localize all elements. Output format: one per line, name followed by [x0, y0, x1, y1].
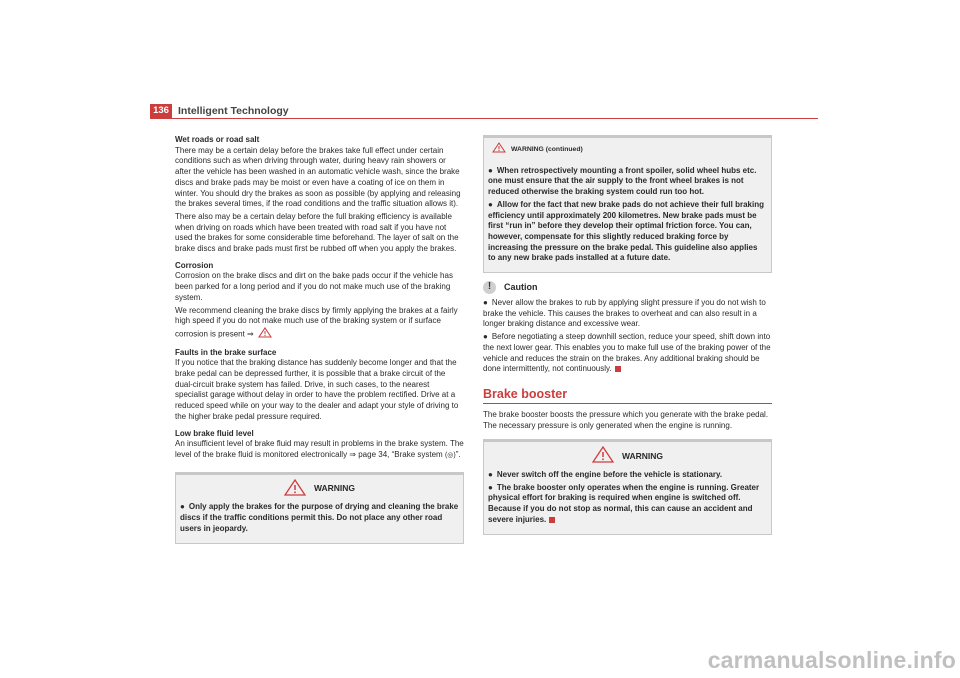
exclamation-circle-icon: !: [483, 281, 496, 294]
header-divider: [150, 118, 818, 119]
caution-item-text: Never allow the brakes to rub by applying slight pressure if you do not wish to brake the vehicle. This causes the brakes to overheat and can also result in a longer braking distance and excessive wear.: [483, 298, 766, 329]
wet-roads-heading: Wet roads or road salt: [175, 135, 260, 144]
warning-header: [180, 479, 459, 499]
corrosion-paragraph-2: [175, 306, 464, 342]
warning-triangle-icon: [284, 479, 306, 499]
warning-box-left: [175, 472, 464, 544]
warning-continued-title: WARNING (continued): [511, 145, 583, 153]
caution-item-text: Before negotiating a steep downhill section, reduce your speed, shift down into the next lower gear. This enables you to make full use of the braking power of the vehicle and reduces the strain on the brakes. Any additional braking should be done intermittently, not continuously.: [483, 332, 771, 374]
warning-triangle-icon[interactable]: [258, 327, 272, 342]
page-header-title: Intelligent Technology: [178, 105, 289, 117]
fluid-paragraph: [175, 439, 464, 461]
watermark: carmanualsonline.info: [707, 647, 956, 673]
wet-roads-paragraph-1: There may be a certain delay before the brakes take full effect under certain conditions such as when driving through water, during heavy rain showers or after the vehicle has been washed in an automatic vehicle wash, since the brake discs and brake pads may be moist or even have a coating of ice on them in winter. You should dry the brakes as soon as possible (by applying and releasing the brakes several times, if the road conditions and the traffic situation allows it).: [175, 145, 461, 209]
warning-item-text: Only apply the brakes for the purpose of drying and cleaning the brake discs if the traffic conditions permit this. Do not place any other road users in jeopardy.: [180, 502, 459, 533]
warning-item: [488, 483, 767, 526]
warning-title: WARNING: [621, 450, 664, 461]
fluid-paragraph-text[interactable]: An insufficient level of brake fluid may result in problems in the brake system. The level of the brake fluid is monitored electronically ⇒ page 34, “Brake system: [175, 439, 464, 459]
fluid-heading: Low brake fluid level: [175, 428, 254, 438]
bullet-icon: ●: [488, 199, 493, 209]
warning-item-text: The brake booster only operates when the engine is running. Greater physical effort for braking is required when engine is switched off. Because if you do not stop as normal, this can cause an accident and severe injuries.: [488, 482, 760, 524]
wet-roads-paragraph-2: There also may be a certain delay before the full braking efficiency is available when driving on roads which have been treated with road salt if you have not used the brakes for some considerable time beforehand. The layer of salt on the brake discs and brake pads must first be rubbed off when you apply the brakes.: [175, 211, 459, 254]
warning-item: [180, 502, 459, 534]
brake-booster-heading: Brake booster: [483, 387, 601, 404]
page-number: 136: [150, 104, 172, 118]
warning-item-text: Allow for the fact that new brake pads do not achieve their full braking efficiency until approximately 200 kilometres. New brake pads must be first “run in” before they develop their optimal friction force. You can, however, compensate for this slightly reduced braking force by increasing the pressure on the brake pedal. This guideline also applies to any new brake pads installed at a future date.: [488, 199, 764, 263]
bullet-icon: ●: [488, 482, 493, 492]
warning-triangle-icon: [592, 446, 614, 466]
fluid-paragraph-end: ”.: [455, 449, 461, 459]
caution-header: [483, 281, 772, 294]
section-end-marker: [615, 366, 621, 372]
warning-continued-box: [483, 135, 772, 273]
section-end-marker: [549, 517, 555, 523]
right-column: [483, 135, 772, 535]
warning-item: [488, 200, 767, 264]
bullet-icon: ●: [180, 502, 185, 512]
warning-header: [488, 446, 767, 466]
caution-item: [483, 298, 772, 330]
corrosion-paragraph-1: Corrosion on the brake discs and dirt on the bake pads occur if the vehicle has been parked for a long period and if you do not make much use of the braking system.: [175, 271, 453, 302]
faults-heading: Faults in the brake surface: [175, 347, 277, 357]
bullet-icon: ●: [488, 165, 493, 175]
warning-triangle-icon: [492, 142, 506, 158]
caution-item: [483, 332, 772, 375]
warning-box-right: [483, 439, 772, 534]
corrosion-heading: Corrosion: [175, 260, 214, 270]
bullet-icon: ●: [483, 332, 488, 342]
warning-item: [488, 470, 767, 481]
warning-title: WARNING: [313, 483, 356, 494]
warning-item: [488, 166, 767, 198]
corrosion-paragraph-2-text: We recommend cleaning the brake discs by firmly applying the brakes at a fairly high speed if you do not make much use of the braking system or if surface corrosion is present ⇒: [175, 305, 458, 339]
caution-title: Caution: [504, 282, 538, 293]
left-column: [175, 135, 464, 544]
warning-continued-header: [488, 142, 767, 158]
bullet-icon: ●: [488, 470, 493, 480]
faults-paragraph: If you notice that the braking distance has suddenly become longer and that the brake pedal can be depressed further, it is possible that a brake circuit of the dual-circuit brake system has failed. Drive, in such cases, to the nearest specialist garage without delay in order to have the problem rectified. Drive at a reduced speed while on your way to the dealer and adapt your style of driving to the higher brake pedal pressure required.: [175, 358, 459, 421]
bullet-icon: ●: [483, 298, 488, 308]
brake-warning-lamp-icon: (◎): [444, 451, 456, 459]
warning-item-text: Never switch off the engine before the vehicle is stationary.: [496, 470, 723, 480]
brake-booster-paragraph: The brake booster boosts the pressure which you generate with the brake pedal. The necessary pressure is only generated when the engine is running.: [483, 409, 769, 430]
warning-item-text: When retrospectively mounting a front spoiler, solid wheel hubs etc. one must ensure that the air supply to the front wheel brakes is not reduced otherwise the braking system could run too hot.: [488, 165, 757, 197]
